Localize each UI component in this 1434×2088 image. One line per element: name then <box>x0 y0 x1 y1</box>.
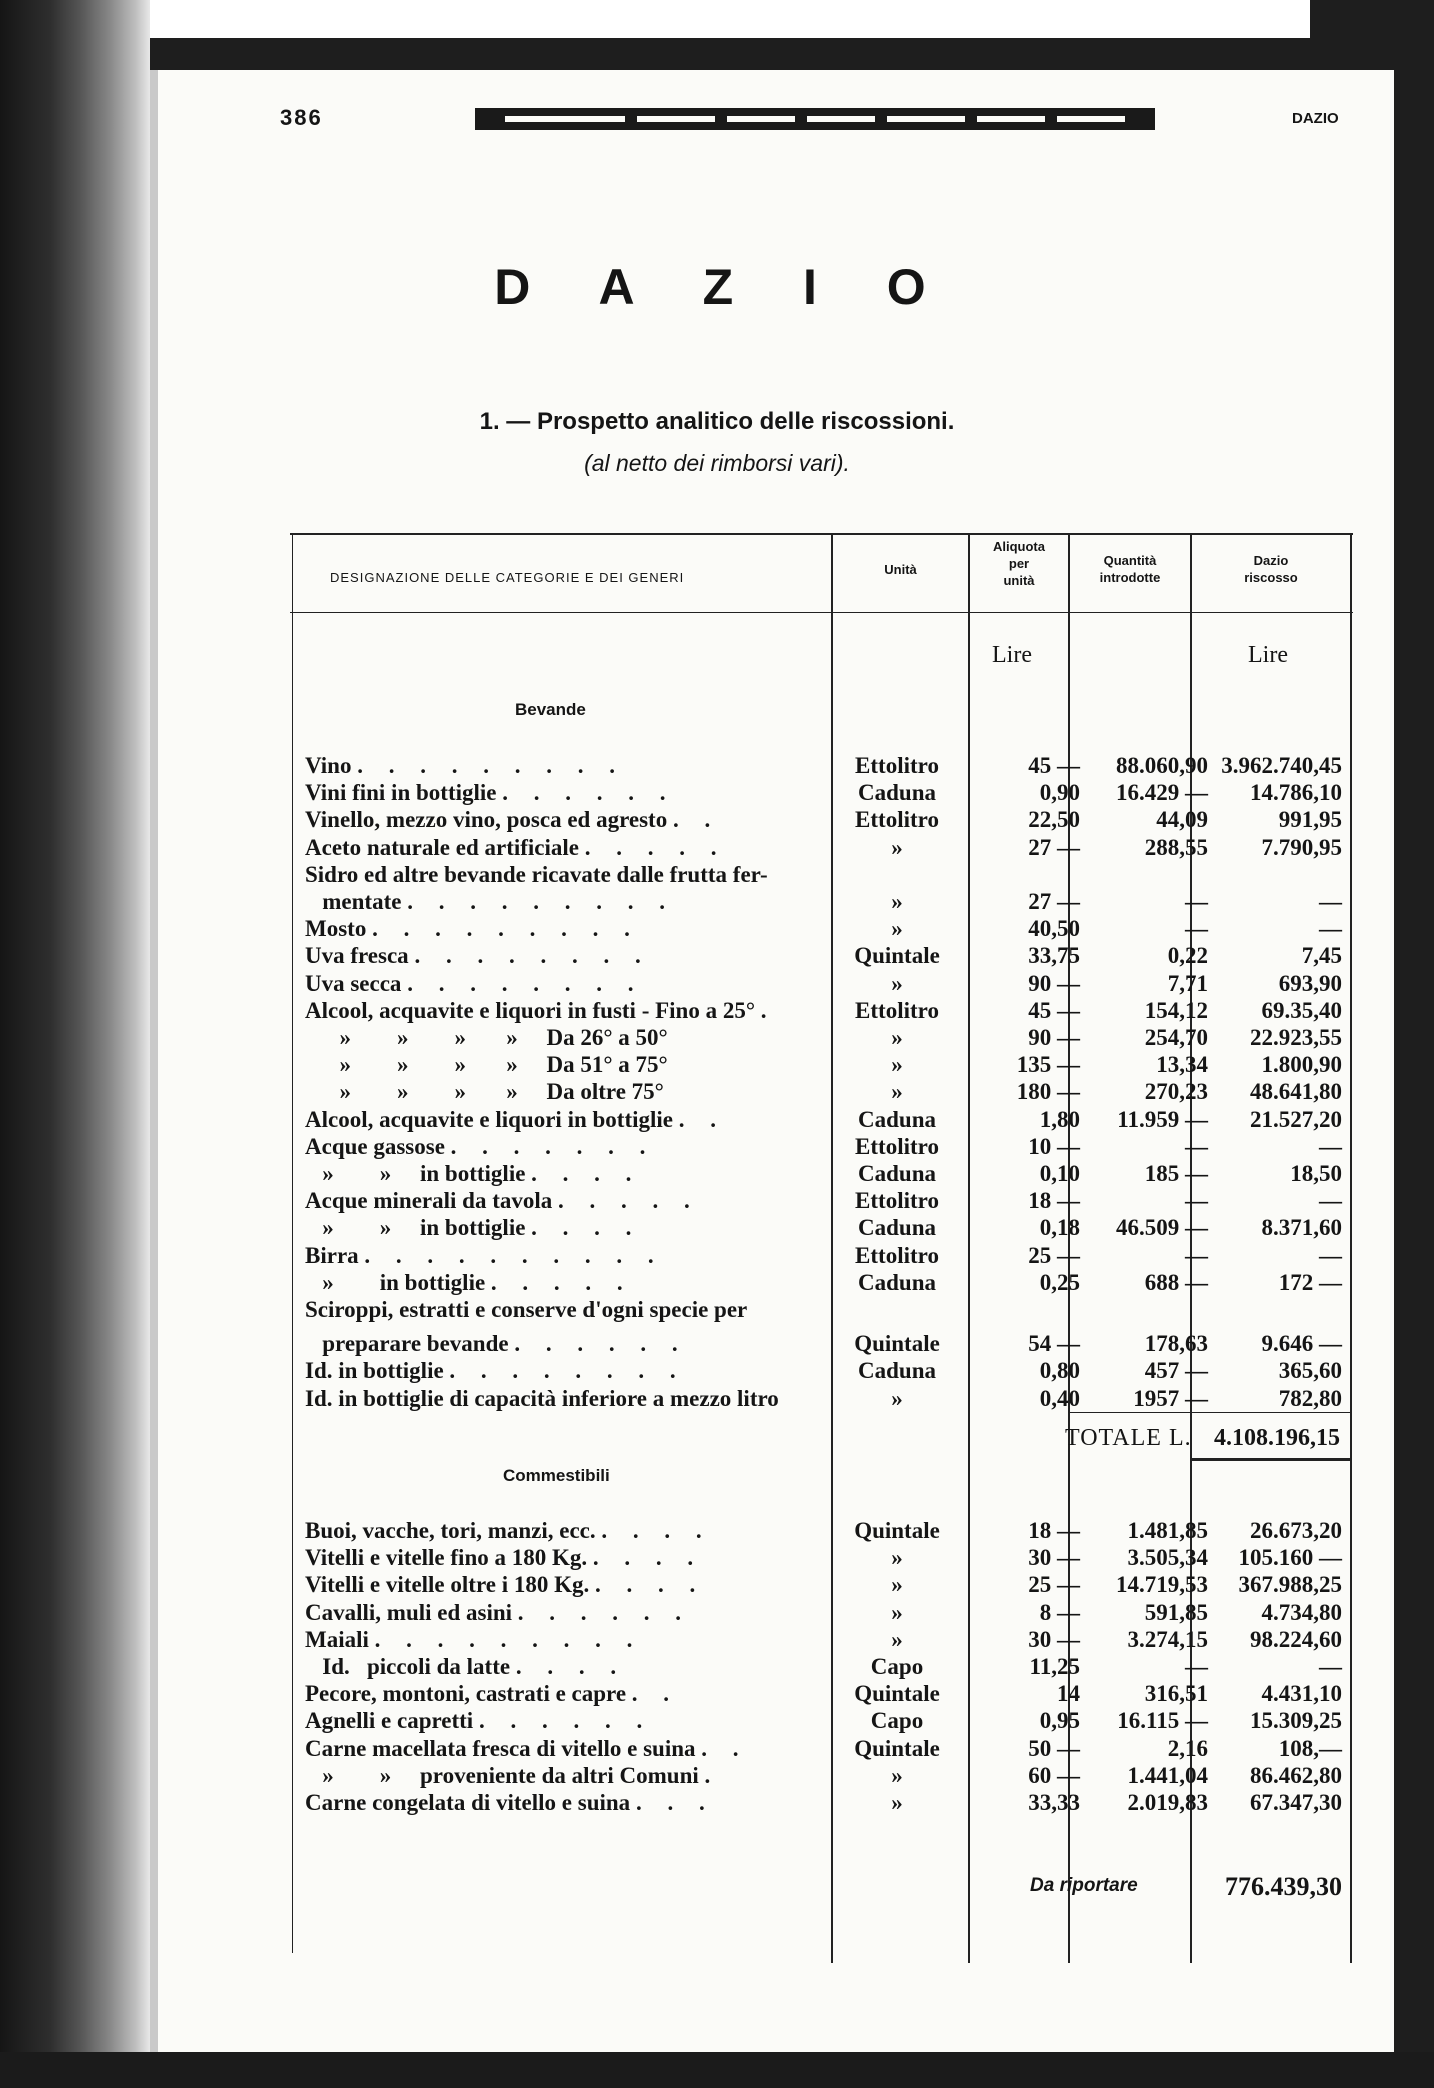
row-rate: 0,80 <box>1039 1358 1080 1384</box>
row-unit: Quintale <box>854 1518 940 1543</box>
table-top-rule <box>290 533 1353 535</box>
row-designation-text: Vinello, mezzo vino, posca ed agresto <box>305 807 668 833</box>
row-unit: Caduna <box>858 1215 936 1241</box>
row-quantity: 185 — <box>1144 1161 1208 1186</box>
table-header-rule <box>290 612 1353 613</box>
header-tax-line1: Dazio <box>1253 553 1289 568</box>
row-designation-text: Alcool, acquavite e liquori in bottiglie <box>305 1106 673 1132</box>
row-designation-text: Uva secca <box>305 970 402 996</box>
row-quantity: — <box>1185 1133 1208 1159</box>
row-tax: 172 — <box>1278 1269 1342 1295</box>
row-unit: » <box>891 1790 903 1815</box>
row-tax: 21.527,20 <box>1250 1106 1342 1132</box>
row-rate: 14 <box>1057 1681 1080 1707</box>
row-designation-text: Vini fini in bottiglie <box>305 780 497 806</box>
row-designation <box>305 1078 825 1105</box>
row-unit: Ettolitro <box>855 807 939 833</box>
row-designation <box>305 1385 825 1412</box>
row-tax: 693,90 <box>1278 970 1342 996</box>
row-unit: Caduna <box>858 1269 936 1295</box>
currency-label-tax: Lire <box>1248 642 1288 668</box>
row-designation-text: Alcool, acquavite e liquori in fusti - Fino a 25° . <box>305 997 767 1023</box>
row-leader-dots: . . <box>678 1106 726 1132</box>
row-rate: 45 — <box>1028 997 1080 1023</box>
row-designation <box>305 970 825 997</box>
row-designation <box>305 1269 825 1296</box>
row-leader-dots: . . . . <box>515 1654 627 1679</box>
header-rate-line1: Aliquota <box>993 539 1045 554</box>
row-rate: 0,18 <box>1039 1215 1080 1241</box>
scan-border-bottom <box>0 2052 1434 2088</box>
row-designation <box>305 861 825 888</box>
page-number: 386 <box>280 105 323 130</box>
row-designation-text: Pecore, montoni, castrati e capre <box>305 1681 627 1707</box>
row-quantity: 88.060,90 <box>1116 753 1208 778</box>
row-quantity: 288,55 <box>1144 834 1208 860</box>
total-label: TOTALE L. <box>1065 1425 1192 1451</box>
row-tax: — <box>1319 1654 1342 1679</box>
row-tax: 1.800,90 <box>1261 1052 1342 1078</box>
row-leader-dots: . . . . . . . . . <box>357 753 625 778</box>
row-unit: » <box>891 1599 903 1625</box>
row-tax: 98.224,60 <box>1250 1626 1342 1652</box>
row-designation <box>305 915 825 942</box>
header-designation: DESIGNAZIONE DELLE CATEGORIE E DEI GENERI <box>330 570 685 585</box>
header-unit-label: Unità <box>884 562 917 577</box>
row-tax: — <box>1319 916 1342 942</box>
header-qty <box>1070 552 1190 586</box>
row-rate: 25 — <box>1028 1242 1080 1268</box>
header-qty-line2: introdotte <box>1099 570 1161 585</box>
row-rate: 33,75 <box>1028 943 1080 969</box>
row-rate: 0,95 <box>1039 1708 1080 1734</box>
row-tax: 26.673,20 <box>1250 1518 1342 1543</box>
row-quantity: 1.481,85 <box>1127 1518 1208 1543</box>
row-unit: » <box>891 1025 903 1050</box>
row-designation <box>305 1296 825 1323</box>
row-rate: 0,40 <box>1039 1385 1080 1411</box>
row-designation-text: Sidro ed altre bevande ricavate dalle frutta fer- <box>305 861 768 887</box>
row-quantity: 44,09 <box>1156 807 1208 833</box>
row-quantity: 3.274,15 <box>1127 1626 1208 1652</box>
row-rate: 10 — <box>1028 1133 1080 1159</box>
row-designation <box>305 1762 825 1789</box>
row-designation <box>305 1051 825 1078</box>
row-designation <box>305 752 825 779</box>
row-tax: 367.988,25 <box>1238 1572 1342 1598</box>
row-tax: 365,60 <box>1278 1358 1342 1384</box>
row-unit: » <box>891 970 903 996</box>
row-rate: 30 — <box>1028 1626 1080 1652</box>
row-quantity: 16.429 — <box>1116 780 1208 806</box>
row-tax: 86.462,80 <box>1250 1762 1342 1788</box>
row-tax: — <box>1319 889 1342 914</box>
row-designation <box>305 997 825 1024</box>
row-designation <box>305 1626 825 1653</box>
row-tax: — <box>1319 1133 1342 1159</box>
row-quantity: 457 — <box>1144 1358 1208 1384</box>
row-unit: Ettolitro <box>855 753 939 778</box>
row-quantity: 13,34 <box>1156 1052 1208 1078</box>
row-unit: Quintale <box>854 1735 940 1761</box>
row-tax: 22.923,55 <box>1250 1025 1342 1050</box>
header-rate-line3: unità <box>1003 573 1035 588</box>
row-rate: 50 — <box>1028 1735 1080 1761</box>
row-designation-text: Id. in bottiglie <box>305 1358 444 1384</box>
section-title-commestibili: Commestibili <box>503 1466 610 1485</box>
row-unit: » <box>891 1052 903 1078</box>
row-leader-dots: . . . . . . . . . <box>372 916 640 942</box>
row-rate: 90 — <box>1028 970 1080 996</box>
row-quantity: 1957 — <box>1133 1385 1208 1411</box>
row-designation <box>305 1133 825 1160</box>
row-designation <box>305 1571 825 1598</box>
row-unit: Quintale <box>854 1331 940 1357</box>
row-designation-text: » » » » Da 26° a 50° <box>305 1025 668 1050</box>
section-note: (al netto dei rimborsi vari). <box>584 450 850 476</box>
row-rate: 60 — <box>1028 1762 1080 1788</box>
row-leader-dots: . . . . . . . <box>450 1133 656 1159</box>
row-designation <box>305 1160 825 1187</box>
row-quantity: 7,71 <box>1167 970 1208 996</box>
row-unit: Quintale <box>854 1681 940 1707</box>
row-unit: Ettolitro <box>855 1242 939 1268</box>
row-designation-text: Buoi, vacche, tori, manzi, ecc. <box>305 1518 596 1543</box>
row-quantity: 254,70 <box>1144 1025 1208 1050</box>
row-rate: 1,80 <box>1039 1106 1080 1132</box>
row-tax: 7,45 <box>1301 943 1342 969</box>
row-designation <box>305 1735 825 1762</box>
row-quantity: 270,23 <box>1144 1079 1208 1105</box>
row-unit: Ettolitro <box>855 997 939 1023</box>
row-rate: 18 — <box>1028 1518 1080 1543</box>
row-tax: 15.309,25 <box>1250 1708 1342 1734</box>
row-tax: 9.646 — <box>1261 1331 1342 1357</box>
row-leader-dots: . . . . . . <box>478 1708 653 1734</box>
row-leader-dots: . . . . . . <box>514 1331 688 1357</box>
section-title-bevande: Bevande <box>515 700 586 719</box>
row-designation-text: Acque gassose <box>305 1133 445 1159</box>
row-quantity: 14.719,53 <box>1116 1572 1208 1598</box>
row-designation-text: » » » » Da oltre 75° <box>305 1079 664 1105</box>
row-designation <box>305 1680 825 1707</box>
row-designation-text: Uva fresca <box>305 943 409 969</box>
row-leader-dots: . . . . . <box>584 834 727 860</box>
row-designation <box>305 1242 825 1269</box>
row-unit: » <box>891 1385 903 1411</box>
row-designation-text: Vitelli e vitelle oltre i 180 Kg. <box>305 1572 590 1598</box>
row-tax: 105.160 — <box>1238 1545 1342 1571</box>
row-designation <box>305 1544 825 1571</box>
row-leader-dots: . . . . . . . . <box>407 970 644 996</box>
row-unit: Capo <box>870 1654 924 1679</box>
row-rate: 0,90 <box>1039 780 1080 806</box>
row-leader-dots: . . . . <box>531 1215 642 1241</box>
row-leader-dots: . . . . . <box>490 1269 633 1295</box>
row-designation-text: » » proveniente da altri Comuni <box>305 1762 699 1788</box>
row-quantity: 688 — <box>1144 1269 1208 1295</box>
row-leader-dots: . . . . . . . . <box>414 943 651 969</box>
row-designation <box>305 779 825 806</box>
row-quantity: 316,51 <box>1144 1681 1208 1707</box>
row-designation-text: » » in bottiglie <box>305 1161 526 1186</box>
row-unit: Ettolitro <box>855 1188 939 1214</box>
row-tax: 48.641,80 <box>1250 1079 1342 1105</box>
row-designation <box>305 1789 825 1816</box>
row-designation <box>305 1187 825 1214</box>
row-leader-dots: . <box>704 1762 721 1788</box>
row-rate: 54 — <box>1028 1331 1080 1357</box>
row-tax: 8.371,60 <box>1261 1215 1342 1241</box>
row-rate: 40,50 <box>1028 916 1080 942</box>
row-tax: 108,— <box>1278 1735 1342 1761</box>
row-rate: 11,25 <box>1029 1654 1080 1679</box>
header-rate-line2: per <box>1008 556 1030 571</box>
row-designation <box>305 834 825 861</box>
row-designation-text: Mosto <box>305 916 367 942</box>
row-unit: » <box>891 916 903 942</box>
row-unit: » <box>891 889 903 914</box>
row-designation-text: » in bottiglie <box>305 1269 486 1295</box>
row-leader-dots: . . . . <box>594 1572 706 1598</box>
row-tax: 3.962.740,45 <box>1221 753 1342 778</box>
row-designation-text: Maiali <box>305 1626 369 1652</box>
row-rate: 27 — <box>1028 889 1080 914</box>
row-quantity: — <box>1185 1188 1208 1214</box>
row-designation <box>305 1357 825 1384</box>
row-leader-dots: . . . . . . . . . <box>374 1626 643 1652</box>
section-subtitle: 1. — Prospetto analitico delle riscossioni. <box>479 408 955 435</box>
row-tax: 782,80 <box>1278 1385 1342 1411</box>
total-value: 4.108.196,15 <box>1214 1425 1340 1451</box>
row-unit: » <box>891 1572 903 1598</box>
row-quantity: 1.441,04 <box>1127 1762 1208 1788</box>
row-designation <box>305 942 825 969</box>
row-quantity: 3.505,34 <box>1127 1545 1208 1571</box>
row-unit: » <box>891 1762 903 1788</box>
row-tax: 14.786,10 <box>1250 780 1342 806</box>
row-quantity: 2,16 <box>1167 1735 1208 1761</box>
row-rate: 8 — <box>1039 1599 1080 1625</box>
row-rate: 18 — <box>1028 1188 1080 1214</box>
row-tax: — <box>1319 1242 1342 1268</box>
row-unit: » <box>891 1079 903 1105</box>
row-designation-text: Birra <box>305 1242 359 1268</box>
table-right-rule <box>1350 533 1352 1963</box>
row-tax: 991,95 <box>1278 807 1342 833</box>
row-designation-text: Carne macellata fresca di vitello e suina <box>305 1735 696 1761</box>
row-designation-text: » » » » Da 51° a 75° <box>305 1052 668 1078</box>
row-rate: 22,50 <box>1028 807 1080 833</box>
row-tax: 67.347,30 <box>1250 1790 1342 1815</box>
row-rate: 180 — <box>1016 1079 1080 1105</box>
row-designation-text: Cavalli, muli ed asini <box>305 1599 513 1625</box>
total-rule <box>1068 1412 1352 1413</box>
row-quantity: 178,63 <box>1144 1331 1208 1357</box>
row-designation-text: Id. piccoli da latte <box>305 1654 511 1679</box>
currency-label-rate: Lire <box>992 642 1032 668</box>
row-designation-text: Vitelli e vitelle fino a 180 Kg. <box>305 1545 588 1571</box>
header-rate <box>970 538 1068 589</box>
running-title: DAZIO <box>1292 110 1339 127</box>
row-leader-dots: . . . . . . . . . <box>407 889 675 914</box>
row-designation <box>305 1599 825 1626</box>
row-unit: » <box>891 1545 903 1571</box>
row-designation-text: Vino <box>305 753 352 778</box>
carry-forward-label: Da riportare <box>1030 1875 1138 1896</box>
row-rate: 25 — <box>1028 1572 1080 1598</box>
row-leader-dots: . . <box>701 1735 749 1761</box>
row-quantity: 154,12 <box>1144 997 1208 1023</box>
row-designation <box>305 1106 825 1133</box>
row-rate: 33,33 <box>1028 1790 1080 1815</box>
row-tax: 7.790,95 <box>1261 834 1342 860</box>
header-unit <box>833 561 968 578</box>
header-tax <box>1192 552 1350 586</box>
row-designation-text: preparare bevande <box>305 1331 509 1357</box>
header-ornament <box>475 106 1155 132</box>
row-rate: 135 — <box>1016 1052 1080 1078</box>
row-quantity: — <box>1185 1654 1208 1679</box>
row-unit: Capo <box>870 1708 924 1734</box>
row-unit: Caduna <box>858 1358 936 1384</box>
row-designation <box>305 1330 825 1357</box>
total-underline <box>1192 1458 1352 1461</box>
row-designation-text: mentate <box>305 889 402 914</box>
row-leader-dots: . . . . <box>531 1161 642 1186</box>
row-leader-dots: . . <box>672 807 721 833</box>
row-unit: » <box>891 1626 903 1652</box>
row-designation <box>305 1707 825 1734</box>
row-unit: » <box>891 834 903 860</box>
row-rate: 90 — <box>1028 1025 1080 1050</box>
row-rate: 45 — <box>1028 753 1080 778</box>
row-designation <box>305 1653 825 1680</box>
page-gutter <box>150 70 158 2052</box>
row-rate: 0,25 <box>1039 1269 1080 1295</box>
row-leader-dots: . . . . . . . . <box>449 1358 686 1384</box>
table-left-rule <box>292 533 293 1953</box>
row-unit: Caduna <box>858 1161 936 1186</box>
row-leader-dots: . . . . <box>601 1518 712 1543</box>
row-quantity: 0,22 <box>1167 943 1208 969</box>
row-leader-dots: . . . . . . <box>517 1599 692 1625</box>
row-designation-text: Agnelli e capretti <box>305 1708 474 1734</box>
row-leader-dots: . . . <box>635 1790 715 1815</box>
row-tax: — <box>1319 1188 1342 1214</box>
row-quantity: — <box>1185 1242 1208 1268</box>
row-quantity: 11.959 — <box>1117 1106 1208 1132</box>
row-designation <box>305 806 825 833</box>
row-designation-text: Aceto naturale ed artificiale <box>305 834 579 860</box>
row-leader-dots: . . <box>631 1681 680 1707</box>
row-designation-text: Carne congelata di vitello e suina <box>305 1790 631 1815</box>
row-quantity: 46.509 — <box>1116 1215 1208 1241</box>
row-leader-dots: . . . . . <box>558 1188 700 1214</box>
header-tax-line2: riscosso <box>1244 570 1298 585</box>
row-leader-dots: . . . . . . <box>502 780 676 806</box>
carry-forward-value: 776.439,30 <box>1225 1872 1342 1901</box>
row-designation-text: » » in bottiglie <box>305 1215 526 1241</box>
row-designation <box>305 1517 825 1544</box>
row-rate: 0,10 <box>1039 1161 1080 1186</box>
row-unit: Caduna <box>858 780 936 806</box>
row-tax: 69.35,40 <box>1261 997 1342 1023</box>
row-designation <box>305 1024 825 1051</box>
row-designation-text: Id. in bottiglie di capacità inferiore a mezzo litro <box>305 1385 779 1411</box>
row-designation <box>305 1214 825 1241</box>
row-designation-text: Sciroppi, estratti e conserve d'ogni specie per <box>305 1297 748 1322</box>
row-rate: 30 — <box>1028 1545 1080 1571</box>
row-quantity: 591,85 <box>1144 1599 1208 1625</box>
row-leader-dots: . . . . <box>592 1545 704 1571</box>
row-designation-text: Acque minerali da tavola <box>305 1188 553 1214</box>
row-tax: 4.431,10 <box>1261 1681 1342 1707</box>
row-quantity: 16.115 — <box>1117 1708 1208 1734</box>
row-unit: Quintale <box>854 943 940 969</box>
row-rate: 27 — <box>1028 834 1080 860</box>
row-quantity: — <box>1185 889 1208 914</box>
row-designation <box>305 888 825 915</box>
page-title: D A Z I O <box>494 259 954 315</box>
scan-border-notch <box>0 0 1310 38</box>
row-leader-dots: . . . . . . . . . . <box>364 1242 664 1268</box>
row-quantity: 2.019,83 <box>1127 1790 1208 1815</box>
row-quantity: — <box>1185 916 1208 942</box>
row-unit: Ettolitro <box>855 1133 939 1159</box>
header-qty-line1: Quantità <box>1103 553 1157 568</box>
row-tax: 4.734,80 <box>1261 1599 1342 1625</box>
row-unit: Caduna <box>858 1106 936 1132</box>
row-tax: 18,50 <box>1290 1161 1342 1186</box>
